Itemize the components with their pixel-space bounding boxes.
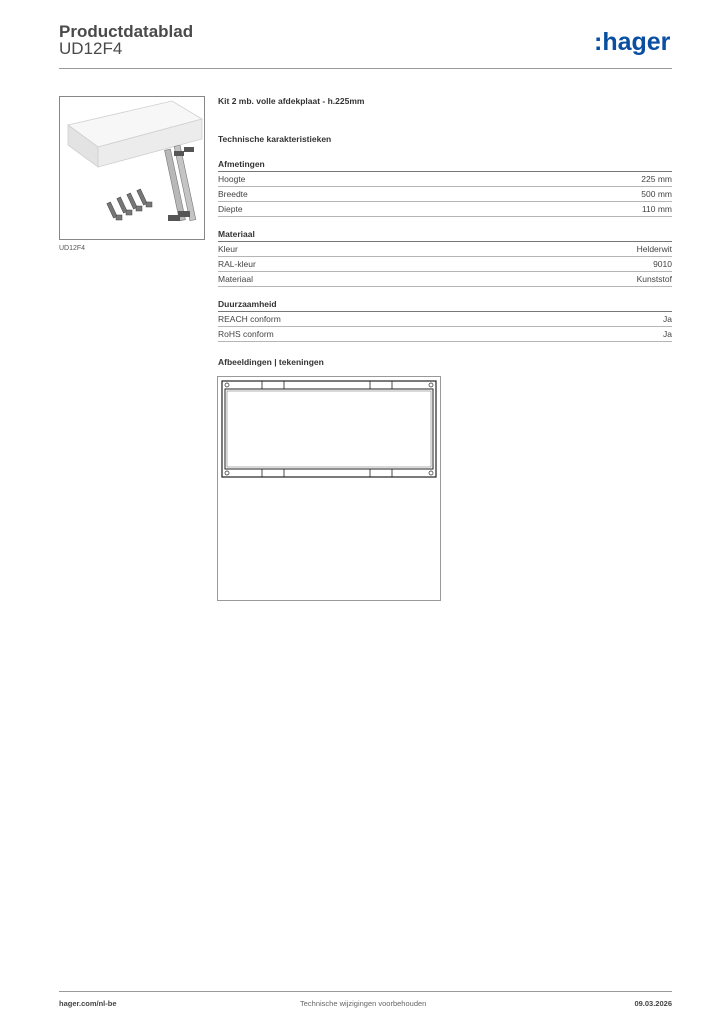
technical-drawing-illustration xyxy=(218,377,440,600)
product-name: Kit 2 mb. volle afdekplaat - h.225mm xyxy=(218,96,365,106)
spec-row xyxy=(218,327,672,342)
spec-label: RAL-kleur xyxy=(218,259,256,269)
spec-row xyxy=(218,312,672,327)
spec-label: Diepte xyxy=(218,204,243,214)
spec-group-material xyxy=(218,228,672,287)
spec-label: Breedte xyxy=(218,189,248,199)
spec-row xyxy=(218,187,672,202)
spec-row xyxy=(218,272,672,287)
spec-label: Materiaal xyxy=(218,274,253,284)
spec-value: 110 mm xyxy=(641,204,672,214)
spec-row xyxy=(218,202,672,217)
spec-content xyxy=(218,96,672,353)
logo-text: :hager xyxy=(594,28,671,56)
spec-group-title: Materiaal xyxy=(218,228,672,242)
spec-group-title: Duurzaamheid xyxy=(218,298,672,312)
hager-logo xyxy=(594,28,674,56)
spec-value: 500 mm xyxy=(641,189,672,199)
spec-label: Hoogte xyxy=(218,174,246,184)
spec-value: 225 mm xyxy=(641,174,672,184)
spec-value: Kunststof xyxy=(636,274,672,284)
document-subtitle: UD12F4 xyxy=(59,39,123,58)
header-divider xyxy=(59,68,672,69)
spec-value: 9010 xyxy=(653,259,672,269)
spec-value: Ja xyxy=(663,314,672,324)
spec-label: REACH conform xyxy=(218,314,281,324)
photo-caption: UD12F4 xyxy=(59,245,86,252)
images-section-title: Afbeeldingen | tekeningen xyxy=(218,357,324,367)
spec-group-dimensions xyxy=(218,158,672,217)
spec-value: Helderwit xyxy=(636,244,672,254)
spec-group-sustainability xyxy=(218,298,672,342)
footer-website: hager.com/nl-be xyxy=(59,999,117,1008)
footer-notice: Technische wijzigingen voorbehouden xyxy=(300,999,427,1008)
spec-group-title: Afmetingen xyxy=(218,158,672,172)
technical-drawing xyxy=(217,376,441,601)
spec-label: RoHS conform xyxy=(218,329,274,339)
spec-row xyxy=(218,257,672,272)
spec-section-title: Technische karakteristieken xyxy=(218,134,332,144)
product-photo xyxy=(59,96,205,240)
spec-value: Ja xyxy=(663,329,672,339)
product-photo-illustration xyxy=(60,97,204,239)
spec-row xyxy=(218,242,672,257)
document-title: Productdatablad xyxy=(59,22,194,41)
spec-row xyxy=(218,172,672,187)
spec-label: Kleur xyxy=(218,244,238,254)
footer-divider xyxy=(59,991,672,992)
footer-date: 09.03.2026 xyxy=(634,999,672,1008)
